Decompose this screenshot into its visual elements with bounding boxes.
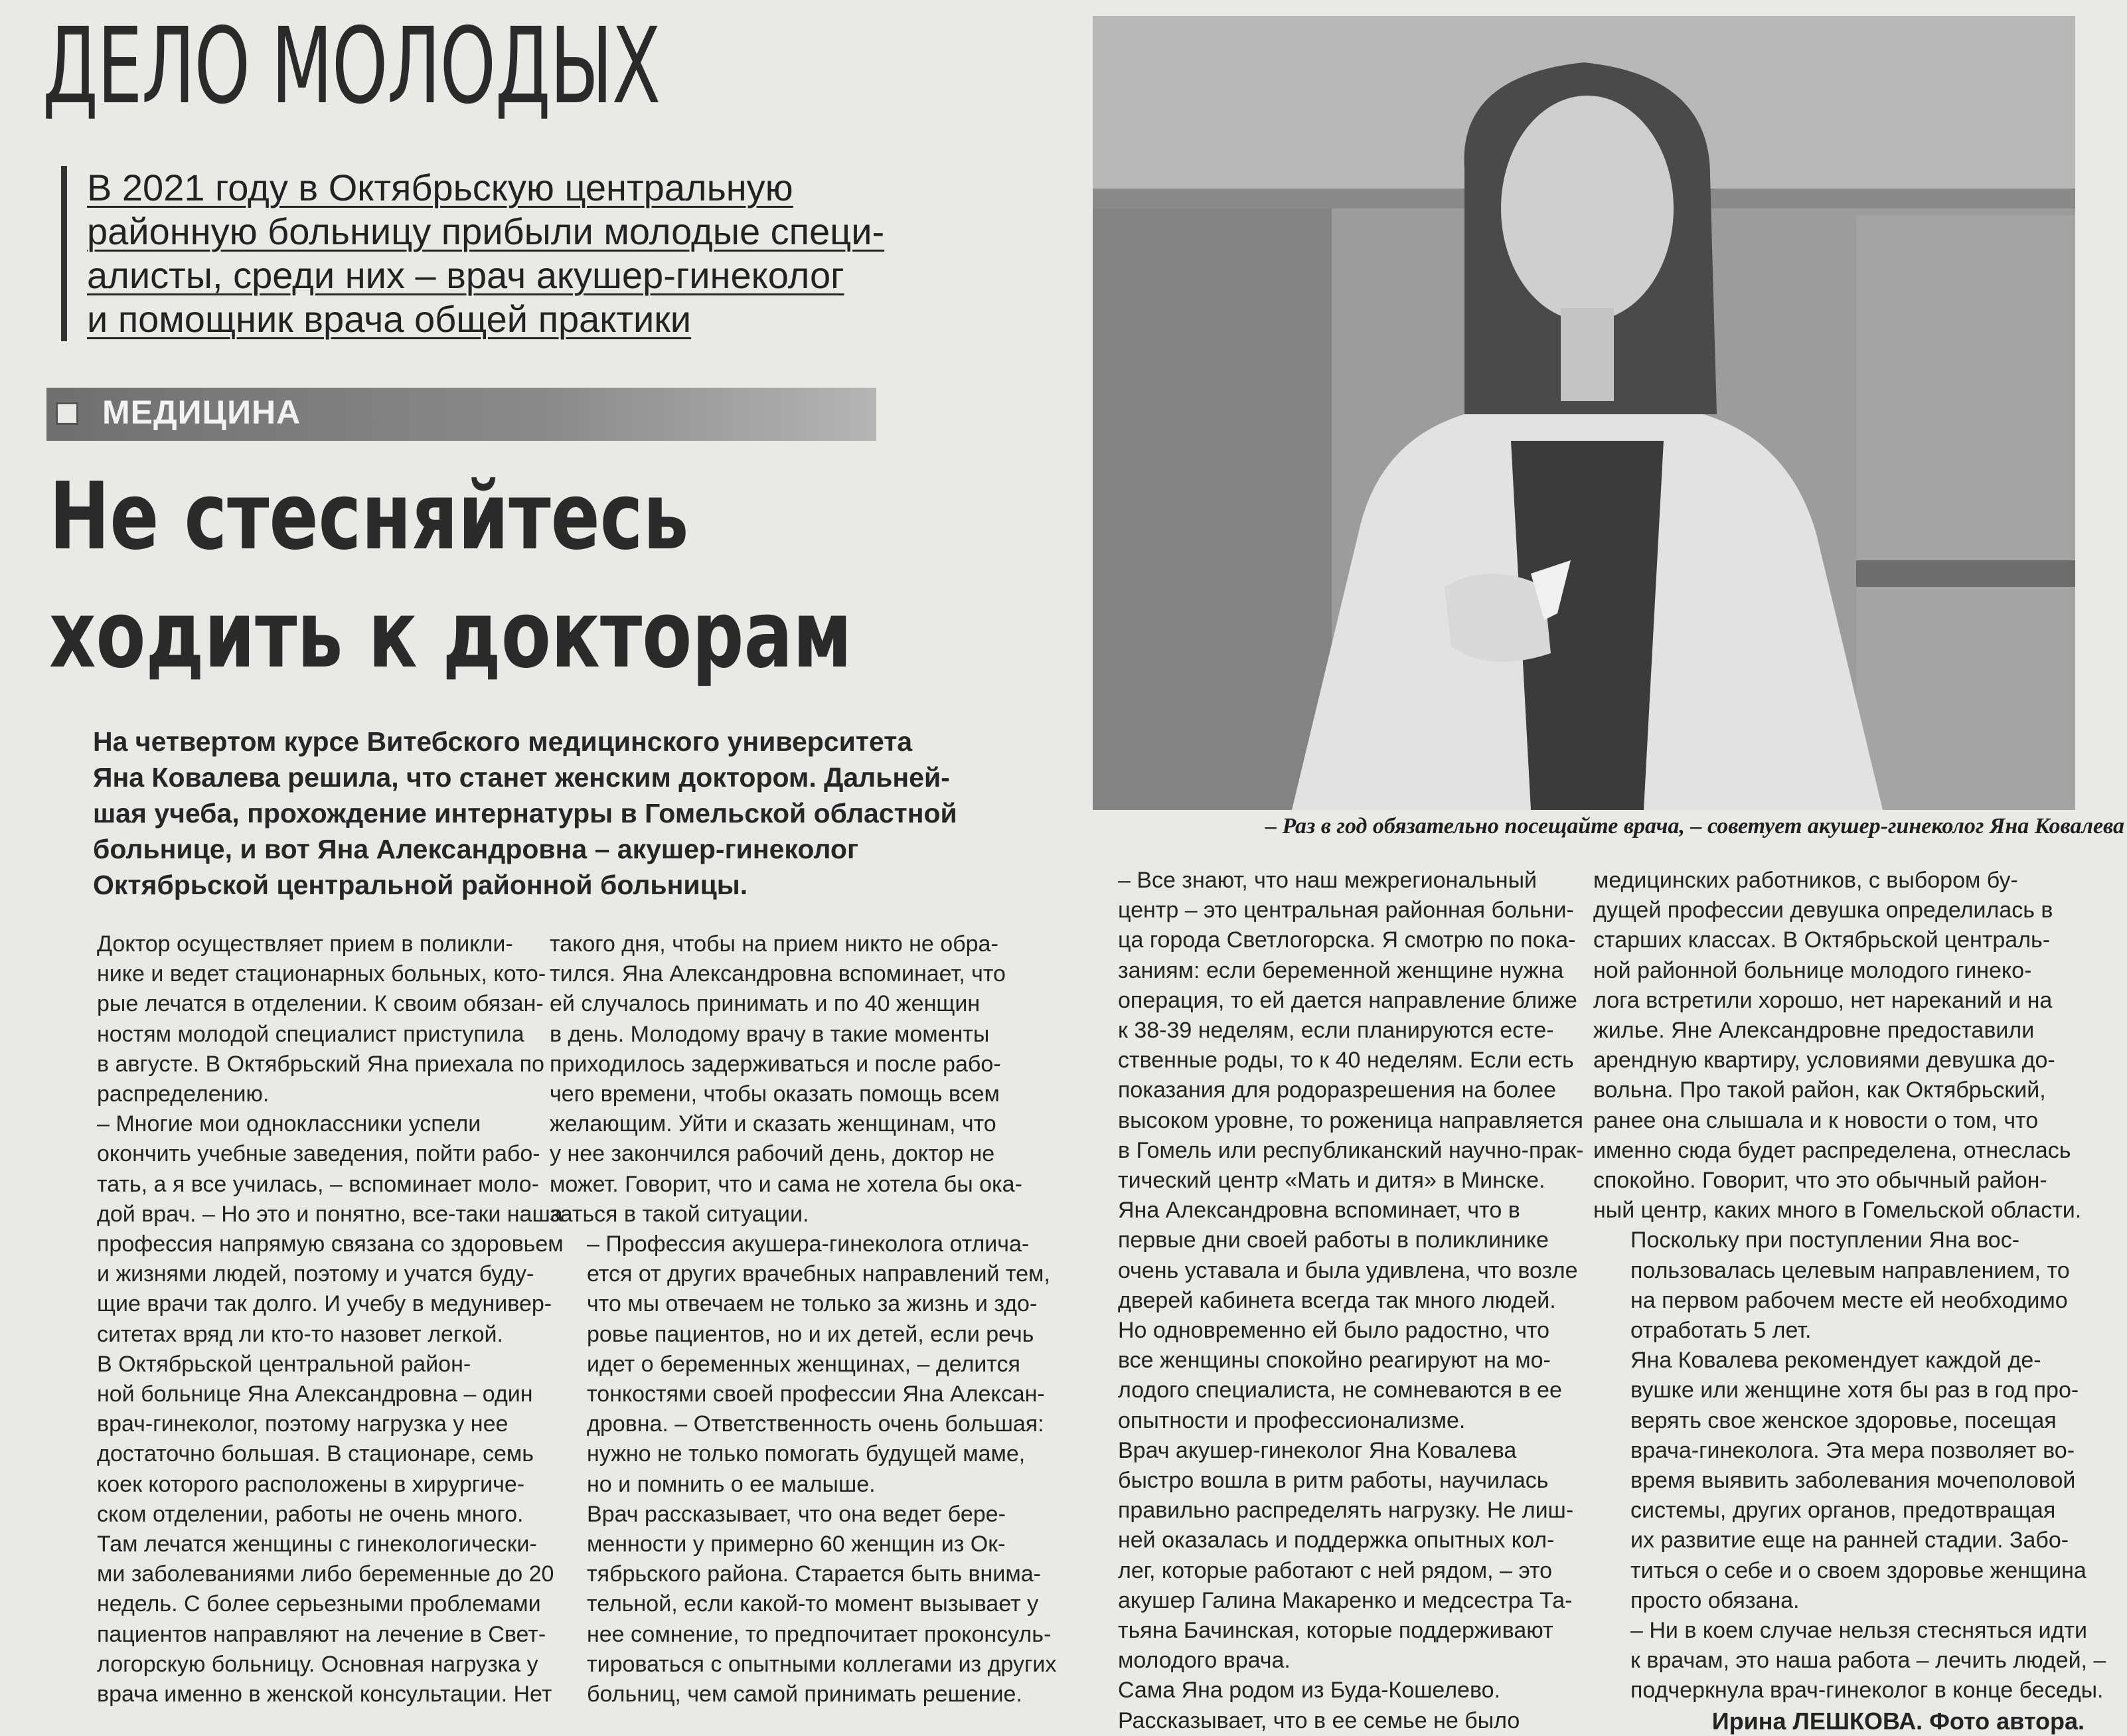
article-line: В Октябрьской центральной район-: [97, 1351, 471, 1377]
lead-line: В 2021 году в Октябрьскую центральную: [87, 167, 793, 208]
article-line: очень уставала и была удивлена, что возле: [1118, 1257, 1578, 1283]
article-line: менности у примерно 60 женщин из Ок-: [587, 1532, 1006, 1557]
article-line: коек которого расположены в хирургиче-: [97, 1471, 525, 1497]
article-line: к 38-39 неделям, если планируются есте-: [1118, 1018, 1554, 1044]
article-line: подчеркнула врач-гинеколог в конце беседы.: [1630, 1678, 2104, 1703]
article-line: все женщины спокойно реагируют на мо-: [1118, 1348, 1551, 1374]
article-line: у нее закончился рабочий день, доктор не: [550, 1141, 995, 1167]
doctor-portrait-image: [1093, 16, 2075, 810]
square-icon: [56, 402, 78, 425]
article-line: пациентов направляют на лечение в Свет-: [97, 1621, 546, 1647]
article-line: идет о беременных женщинах, – делится: [587, 1351, 1020, 1377]
article-line: врач-гинеколог, поэтому нагрузка у нее: [97, 1411, 509, 1437]
article-line: ной больнице Яна Александровна – один: [97, 1381, 533, 1407]
headline: [49, 458, 852, 694]
article-line: но и помнить о ее малыше.: [587, 1471, 876, 1497]
article-line: время выявить заболевания мочеполовой: [1630, 1468, 2076, 1494]
article-line: нике и ведет стационарных больных, кото-: [97, 961, 546, 987]
article-line: логорскую больницу. Основная нагрузка у: [97, 1651, 538, 1677]
article-paragraph: [1081, 1676, 1572, 1735]
article-line: Доктор осуществляет прием в поликли-: [97, 931, 513, 957]
article-line: молодого врача.: [1118, 1648, 1291, 1674]
article-line: Врач акушер-гинеколог Яна Ковалева: [1118, 1437, 1517, 1463]
article-line: дущей профессии девушка определилась в: [1593, 898, 2053, 923]
article-line: и жизнями людей, поэтому и учатся буду-: [97, 1261, 534, 1287]
article-line: Рассказывает, что в ее семье не было: [1118, 1707, 1520, 1733]
article-line: тать, а я все училась, – вспоминает моло-: [97, 1171, 540, 1197]
article-line: верять свое женское здоровье, посещая: [1630, 1407, 2057, 1433]
article-line: высоком уровне, то роженица направляется: [1118, 1107, 1583, 1133]
article-line: достаточно большая. В стационаре, семь: [97, 1441, 534, 1467]
article-line: ровье пациентов, но и их детей, если речь: [587, 1321, 1034, 1347]
article-line: врача-гинеколога. Эта мера позволяет во-: [1630, 1437, 2075, 1463]
article-line: центр – это центральная районная больни-: [1118, 898, 1574, 923]
article-line: желающим. Уйти и сказать женщинам, что: [550, 1111, 996, 1137]
article-line: отработать 5 лет.: [1630, 1318, 1812, 1344]
article-line: такого дня, чтобы на прием никто не обра-: [550, 931, 998, 957]
article-line: ной районной больнице молодого гинеко-: [1593, 957, 2032, 983]
article-column-3: [1081, 866, 1584, 1736]
standfirst-line: Октябрьской центральной районной больницы.: [93, 870, 748, 900]
article-paragraph: [1593, 866, 2085, 1225]
article-line: на первом рабочем месте ей необходимо: [1630, 1287, 2068, 1313]
article-paragraph: [550, 1500, 1057, 1709]
article-line: нее сомнение, то предпочитает проконсуль-: [587, 1621, 1052, 1647]
lead-line: и помощник врача общей практики: [87, 298, 692, 340]
article-line: тябрьского района. Старается быть внима-: [587, 1561, 1041, 1587]
article-paragraph: [60, 1350, 554, 1709]
article-line: – Все знают, что наш межрегиональный: [1118, 868, 1537, 893]
article-line: заниям: если беременной женщине нужна: [1118, 957, 1564, 983]
article-line: Яна Ковалева рекомендует каждой де-: [1630, 1348, 2041, 1374]
article-column-2: [550, 929, 1057, 1709]
article-line: акушер Галина Макаренко и медсестра Та-: [1118, 1587, 1573, 1613]
article-paragraph: [1593, 1616, 2106, 1706]
article-line: что мы отвечаем не только за жизнь и здо-: [587, 1291, 1038, 1317]
byline: Ирина ЛЕШКОВА. Фото автора.: [1711, 1707, 2085, 1735]
article-line: пользовалась целевым направлением, то: [1630, 1257, 2070, 1283]
article-column-4: [1593, 866, 2106, 1736]
article-line: операция, то ей дается направление ближе: [1118, 987, 1577, 1013]
article-line: правильно распределять нагрузку. Не лиш-: [1118, 1498, 1574, 1524]
lead-paragraph: [61, 166, 1096, 341]
article-paragraph: [60, 929, 546, 1109]
article-line: быстро вошла в ритм работы, научилась: [1118, 1468, 1549, 1494]
article-column-1: [60, 929, 564, 1709]
article-line: жилье. Яне Александровне предоставили: [1593, 1018, 2035, 1044]
article-line: рые лечатся в отделении. К своим обязан-: [97, 991, 544, 1017]
article-line: ется от других врачебных направлений тем,: [587, 1261, 1050, 1287]
article-photo: [1093, 16, 2075, 810]
article-line: врача именно в женской консультации. Нет: [97, 1682, 552, 1707]
article-line: профессия напрямую связана со здоровьем: [97, 1231, 564, 1257]
article-paragraph: [550, 929, 1041, 1229]
standfirst-line: шая учеба, прохождение интернатуры в Гомельской областной: [93, 798, 957, 829]
article-paragraph: [1081, 866, 1584, 1196]
article-line: Врач рассказывает, что она ведет бере-: [587, 1501, 1006, 1527]
article-line: лодого специалиста, не сомневаются в ее: [1118, 1378, 1562, 1403]
article-line: Поскольку при поступлении Яна вос-: [1630, 1227, 2020, 1253]
article-line: ней оказалась и поддержка опытных кол-: [1118, 1528, 1555, 1553]
article-paragraph: [1593, 1225, 2085, 1346]
article-line: спокойно. Говорит, что это обычный район-: [1593, 1168, 2047, 1194]
article-line: ском отделении, работы не очень много.: [97, 1501, 524, 1527]
article-line: арендную квартиру, условиями девушка до-: [1593, 1048, 2055, 1073]
photo-caption: – Раз в год обязательно посещайте врача, – советует акушер-гинеколог Яна Ковалева: [1265, 814, 2124, 838]
article-line: – Профессия акушера-гинеколога отлича-: [587, 1231, 1030, 1257]
article-line: ми заболеваниями либо беременные до 20: [97, 1561, 554, 1587]
article-line: больниц, чем самой принимать решение.: [587, 1682, 1022, 1707]
article-line: тонкостями своей профессии Яна Алексан-: [587, 1381, 1045, 1407]
standfirst-line: На четвертом курсе Витебского медицинского университета: [93, 726, 913, 757]
article-line: дверей кабинета всегда так много людей.: [1118, 1287, 1556, 1313]
article-line: в день. Молодому врачу в такие моменты: [550, 1021, 990, 1047]
headline-line: ходить к докторам: [49, 581, 852, 689]
standfirst-line: Яна Ковалева решила, что станет женским доктором. Дальней-: [93, 762, 950, 793]
article-line: в Гомель или республиканский научно-прак-: [1118, 1137, 1584, 1163]
section-label: МЕДИЦИНА: [102, 394, 301, 431]
article-paragraph: [550, 1229, 1050, 1500]
article-line: окончить учебные заведения, пойти рабо-: [97, 1141, 540, 1167]
article-line: просто обязана.: [1630, 1587, 1800, 1613]
article-line: ей случалось принимать и по 40 женщин: [550, 991, 981, 1017]
article-paragraph: [1593, 1346, 2085, 1616]
article-line: системы, других органов, предотвращая: [1630, 1498, 2056, 1524]
headline-line: Не стесняйтесь: [49, 463, 689, 571]
article-line: вольна. Про такой район, как Октябрьский,: [1593, 1077, 2046, 1103]
article-line: – Многие мои одноклассники успели: [97, 1111, 481, 1137]
article-line: недель. С более серьезными проблемами: [97, 1591, 541, 1617]
article-paragraph: [60, 1109, 564, 1350]
article-line: Яна Александровна вспоминает, что в: [1118, 1198, 1520, 1223]
article-line: тельной, если какой-то момент вызывает у: [587, 1591, 1039, 1617]
article-line: ственные роды, то к 40 неделям. Если есть: [1118, 1048, 1574, 1073]
article-line: в августе. В Октябрьский Яна приехала по: [97, 1051, 544, 1077]
article-line: первые дни своей работы в поликлинике: [1118, 1227, 1549, 1253]
article-line: тился. Яна Александровна вспоминает, что: [550, 961, 1006, 987]
article-line: распределению.: [97, 1081, 270, 1107]
article-line: чего времени, чтобы оказать помощь всем: [550, 1081, 1000, 1107]
article-line: ситетах вряд ли кто-то назовет легкой.: [97, 1321, 503, 1347]
article-line: щие врачи так долго. И учебу в медунивер-: [97, 1291, 552, 1317]
lead-line: алисты, среди них – врач акушер-гинеколог: [87, 254, 844, 296]
article-line: Сама Яна родом из Буда-Кошелево.: [1118, 1678, 1500, 1703]
article-column-4-body: [1593, 866, 2106, 1706]
article-line: вушке или женщине хотя бы раз в год про-: [1630, 1378, 2079, 1403]
article-line: лога встретили хорошо, нет нареканий и на: [1593, 987, 2053, 1013]
article-line: опытности и профессионализме.: [1118, 1407, 1466, 1433]
article-line: к врачам, это наша работа – лечить людей, –: [1630, 1648, 2106, 1674]
lead-line: районную больницу прибыли молодые специ-: [87, 210, 885, 252]
section-bar: [46, 388, 876, 441]
article-line: их развитие еще на ранней стадии. Забо-: [1630, 1528, 2069, 1553]
article-paragraph: [1081, 1196, 1578, 1436]
article-line: – Ни в коем случае нельзя стесняться идти: [1630, 1618, 2087, 1644]
article-line: может. Говорит, что и сама не хотела бы ока-: [550, 1171, 1022, 1197]
article-line: титься о себе и о своем здоровье женщина: [1630, 1557, 2087, 1583]
article-line: Там лечатся женщины с гинекологически-: [97, 1532, 537, 1557]
rubric-title: ДЕЛО МОЛОДЫХ: [42, 5, 660, 127]
standfirst: [93, 724, 1049, 903]
article-line: ный центр, каких много в Гомельской области.: [1593, 1198, 2082, 1223]
article-line: заться в такой ситуации.: [550, 1201, 809, 1227]
article-line: Но одновременно ей было радостно, что: [1118, 1318, 1550, 1344]
article-paragraph: [1081, 1436, 1572, 1676]
article-line: дой врач. – Но это и понятно, все-таки наша: [97, 1201, 563, 1227]
article-line: приходилось задерживаться и после рабо-: [550, 1051, 1001, 1077]
article-line: ца города Светлогорска. Я смотрю по пока-: [1118, 927, 1576, 953]
article-line: именно сюда будет распределена, отнеслась: [1593, 1137, 2071, 1163]
article-line: тьяна Бачинская, которые поддерживают: [1118, 1618, 1553, 1644]
article-line: медицинских работников, с выбором бу-: [1593, 868, 2018, 893]
article-line: тироваться с опытными коллегами из других: [587, 1651, 1057, 1677]
article-line: ностям молодой специалист приступила: [97, 1021, 524, 1047]
article-line: дровна. – Ответственность очень большая:: [587, 1411, 1044, 1437]
standfirst-line: больнице, и вот Яна Александровна – акушер-гинеколог: [93, 834, 859, 864]
article-line: ранее она слышала и к новости о том, что: [1593, 1107, 2039, 1133]
article-line: тический центр «Мать и дитя» в Минске.: [1118, 1168, 1545, 1194]
article-line: лег, которые работают с ней рядом, – это: [1118, 1557, 1553, 1583]
article-line: нужно не только помогать будущей маме,: [587, 1441, 1026, 1467]
article-line: старших классах. В Октябрьской централь-: [1593, 927, 2051, 953]
article-line: показания для родоразрешения на более: [1118, 1077, 1557, 1103]
